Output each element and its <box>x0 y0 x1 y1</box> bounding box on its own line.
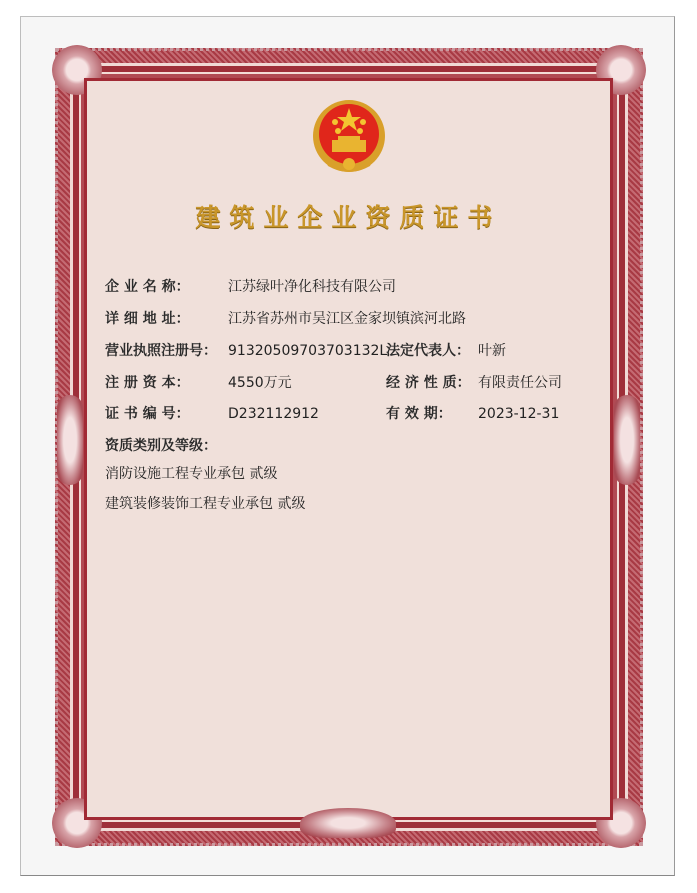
capital-label: 注 册 资 本： <box>105 375 190 391</box>
cert-no-label: 证 书 编 号： <box>105 406 190 422</box>
legal-rep-label: 法定代表人： <box>386 343 470 359</box>
license-value: 91320509703703132L <box>228 343 388 359</box>
license-label: 营业执照注册号： <box>105 343 217 359</box>
company-name-row <box>105 276 396 296</box>
capital-value: 4550万元 <box>228 375 292 391</box>
side-ornament-icon <box>614 395 640 485</box>
legal-rep-value: 叶新 <box>478 343 506 359</box>
company-name-label: 企 业 名 称： <box>105 279 190 295</box>
validity-value: 2023-12-31 <box>478 406 560 422</box>
side-ornament-icon <box>57 395 83 485</box>
qualification-label: 资质类别及等级： <box>105 438 217 454</box>
validity-label: 有 效 期： <box>386 406 452 422</box>
capital-row <box>105 372 292 392</box>
address-value: 江苏省苏州市吴江区金家坝镇滨河北路 <box>228 311 466 327</box>
legal-rep-row <box>386 340 506 360</box>
qualification-item: 消防设施工程专业承包 贰级 <box>105 466 278 482</box>
address-row <box>105 308 466 328</box>
company-name-value: 江苏绿叶净化科技有限公司 <box>228 279 396 295</box>
cert-no-value: D232112912 <box>228 406 319 422</box>
national-emblem-icon <box>308 98 390 178</box>
cert-no-row <box>105 403 319 423</box>
validity-row <box>386 403 559 423</box>
nature-value: 有限责任公司 <box>478 375 562 391</box>
nature-row <box>386 372 562 392</box>
address-label: 详 细 地 址： <box>105 311 190 327</box>
bottom-ornament-icon <box>300 808 396 838</box>
license-row <box>105 340 387 360</box>
certificate-title: 建筑业企业资质证书 <box>195 203 502 232</box>
qualification-item: 建筑装修装饰工程专业承包 贰级 <box>105 496 306 512</box>
nature-label: 经 济 性 质： <box>386 375 471 391</box>
